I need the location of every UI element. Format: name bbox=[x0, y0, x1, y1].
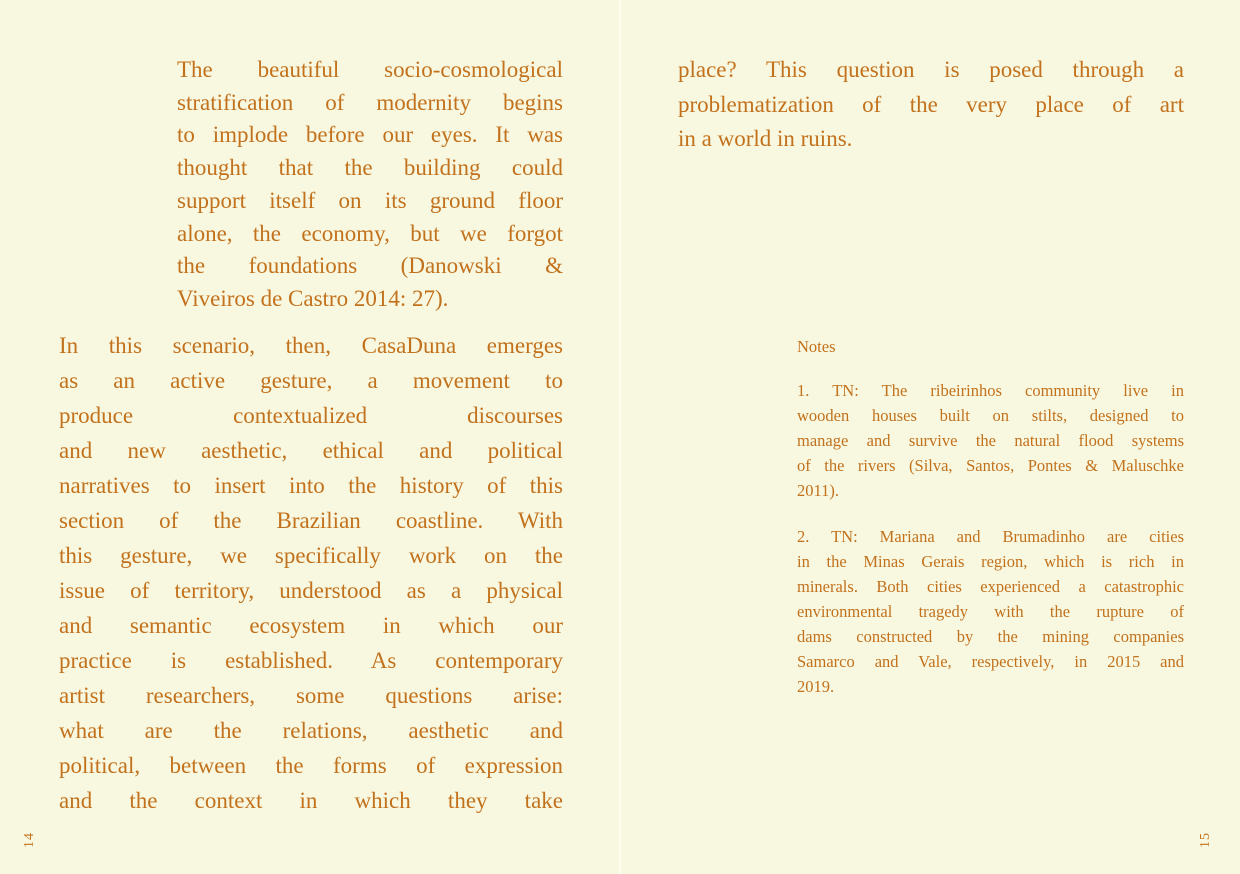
text-line: environmental tragedy with the rupture of bbox=[797, 602, 1184, 621]
text-line: in the Minas Gerais region, which is rich in bbox=[797, 552, 1184, 571]
text-line: place? This question is posed through a bbox=[678, 57, 1184, 82]
footnote-2 bbox=[797, 524, 1184, 699]
notes-heading: Notes bbox=[797, 337, 836, 356]
text-line: and the context in which they take bbox=[59, 788, 563, 813]
text-line: 2019. bbox=[797, 677, 835, 696]
text-line: alone, the economy, but we forgot bbox=[177, 220, 563, 246]
text-line: the foundations (Danowski & bbox=[177, 253, 563, 279]
text-line: this gesture, we specifically work on the bbox=[59, 543, 563, 568]
text-line: thought that the building could bbox=[177, 155, 563, 181]
left-body-paragraph bbox=[59, 328, 563, 818]
text-line: practice is established. As contemporary bbox=[59, 648, 563, 673]
text-line: Viveiros de Castro 2014: 27). bbox=[177, 285, 449, 311]
text-line: issue of territory, understood as a physical bbox=[59, 578, 563, 603]
text-line: as an active gesture, a movement to bbox=[59, 368, 563, 393]
notes-section bbox=[797, 334, 1184, 699]
footnote-1 bbox=[797, 378, 1184, 503]
text-line: dams constructed by the mining companies bbox=[797, 627, 1184, 646]
text-line: and semantic ecosystem in which our bbox=[59, 613, 563, 638]
right-body-paragraph bbox=[678, 53, 1184, 157]
text-line: support itself on its ground floor bbox=[177, 187, 563, 213]
text-line: stratification of modernity begins bbox=[177, 89, 563, 115]
page-gutter-line bbox=[619, 0, 621, 874]
text-line: narratives to insert into the history of this bbox=[59, 473, 563, 498]
text-line: manage and survive the natural flood systems bbox=[797, 431, 1184, 450]
text-line: what are the relations, aesthetic and bbox=[59, 718, 563, 743]
text-line: 2011). bbox=[797, 481, 840, 500]
text-line: artist researchers, some questions arise: bbox=[59, 683, 563, 708]
text-line: Samarco and Vale, respectively, in 2015 and bbox=[797, 652, 1184, 671]
text-line: produce contextualized discourses bbox=[59, 403, 563, 428]
text-line: In this scenario, then, CasaDuna emerges bbox=[59, 333, 563, 358]
text-line: 1. TN: The ribeirinhos community live in bbox=[797, 381, 1184, 400]
text-line: of the rivers (Silva, Santos, Pontes & Maluschke bbox=[797, 456, 1184, 475]
text-line: in a world in ruins. bbox=[678, 126, 853, 151]
right-page-number: 15 bbox=[1198, 832, 1213, 848]
text-line: to implode before our eyes. It was bbox=[177, 122, 563, 148]
text-line: minerals. Both cities experienced a catastrophic bbox=[797, 577, 1184, 596]
left-page-number: 14 bbox=[22, 832, 37, 848]
text-line: The beautiful socio-cosmological bbox=[177, 57, 563, 82]
text-line: and new aesthetic, ethical and political bbox=[59, 438, 563, 463]
text-line: section of the Brazilian coastline. With bbox=[59, 508, 563, 533]
text-line: 2. TN: Mariana and Brumadinho are cities bbox=[797, 527, 1184, 546]
text-line: wooden houses built on stilts, designed to bbox=[797, 406, 1184, 425]
block-quote bbox=[177, 54, 563, 316]
text-line: problematization of the very place of art bbox=[678, 91, 1184, 117]
text-line: political, between the forms of expression bbox=[59, 753, 563, 778]
